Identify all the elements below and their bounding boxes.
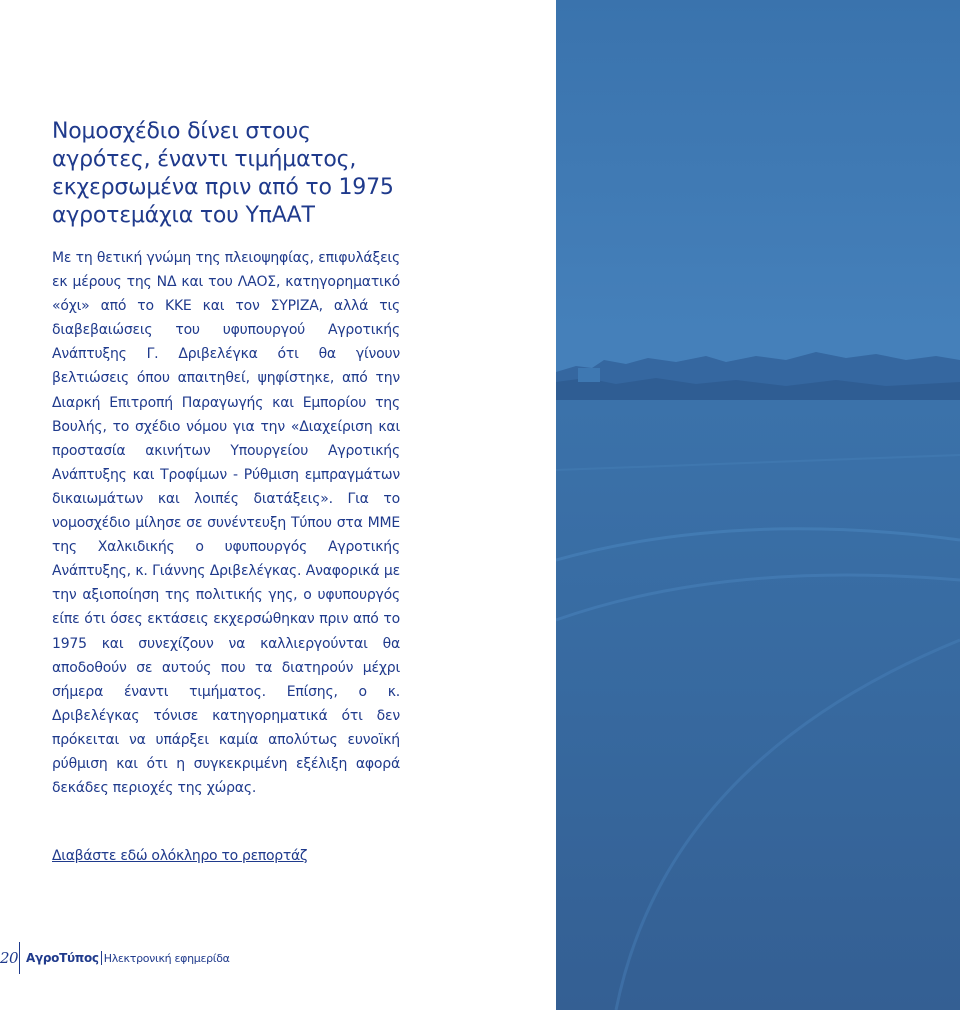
page-number: 20 (0, 949, 19, 967)
page-footer (0, 942, 230, 974)
article-headline: Νομοσχέδιο δίνει στους αγρότες, έναντι τιμήματος, εκχερσωμένα πριν από το 1975 αγροτεμάχια του ΥπΑΑΤ (52, 119, 394, 228)
publication-tagline: Ηλεκτρονική εφημερίδα (103, 951, 230, 965)
article (52, 118, 400, 800)
read-full-report-link[interactable]: Διαβάστε εδώ ολόκληρο το ρεπορτάζ (52, 848, 308, 864)
article-body: Με τη θετική γνώμη της πλειοψηφίας, επιφυλάξεις εκ μέρους της ΝΔ και του ΛΑΟΣ, κατηγορηματικό «όχι» από το ΚΚΕ και τον ΣΥΡΙΖΑ, αλλά τις διαβεβαιώσεις του υφυπουργού Αγροτικής Ανάπτυξης Γ. Δριβελέγκα ότι θα γίνουν βελτιώσεις όπου απαιτηθεί, ψηφίστηκε, από την Διαρκή Επιτροπή Παραγωγής και Εμπορίου της Βουλής, το σχέδιο νόμου για την «Διαχείριση και προστασία ακινήτων Υπουργείου Αγροτικής Ανάπτυξης και Τροφίμων - Ρύθμιση εμπραγμάτων δικαιωμάτων και λοιπές διατάξεις». Για το νομοσχέδιο μίλησε σε συνέντευξη Τύπου στα ΜΜΕ της Χαλκιδικής ο υφυπουργός Αγροτικής Ανάπτυξης, κ. Γιάννης Δριβελέγκας. Αναφορικά με την αξιοποίηση της πολιτικής γης, ο υφυπουργός είπε ότι όσες εκτάσεις εκχερσώθηκαν πριν από το 1975 και συνεχίζουν να καλλιεργούνται θα αποδοθούν σε αυτούς που τα διατηρούν μέχρι σήμερα έναντι τιμήματος. Επίσης, ο κ. Δριβελέγκας τόνισε κατηγορηματικά ότι δεν πρόκειται να υπάρξει καμία απολύτως ευνοϊκή ρύθμιση και ότι η συγκεκριμένη εξέλιξη αφορά δεκάδες περιοχές της χώρας. (52, 250, 400, 797)
brand-separator (101, 951, 102, 965)
footer-divider (19, 942, 20, 974)
publication-name: ΑγροΤύπος (26, 951, 99, 965)
field-photo (556, 0, 960, 1010)
